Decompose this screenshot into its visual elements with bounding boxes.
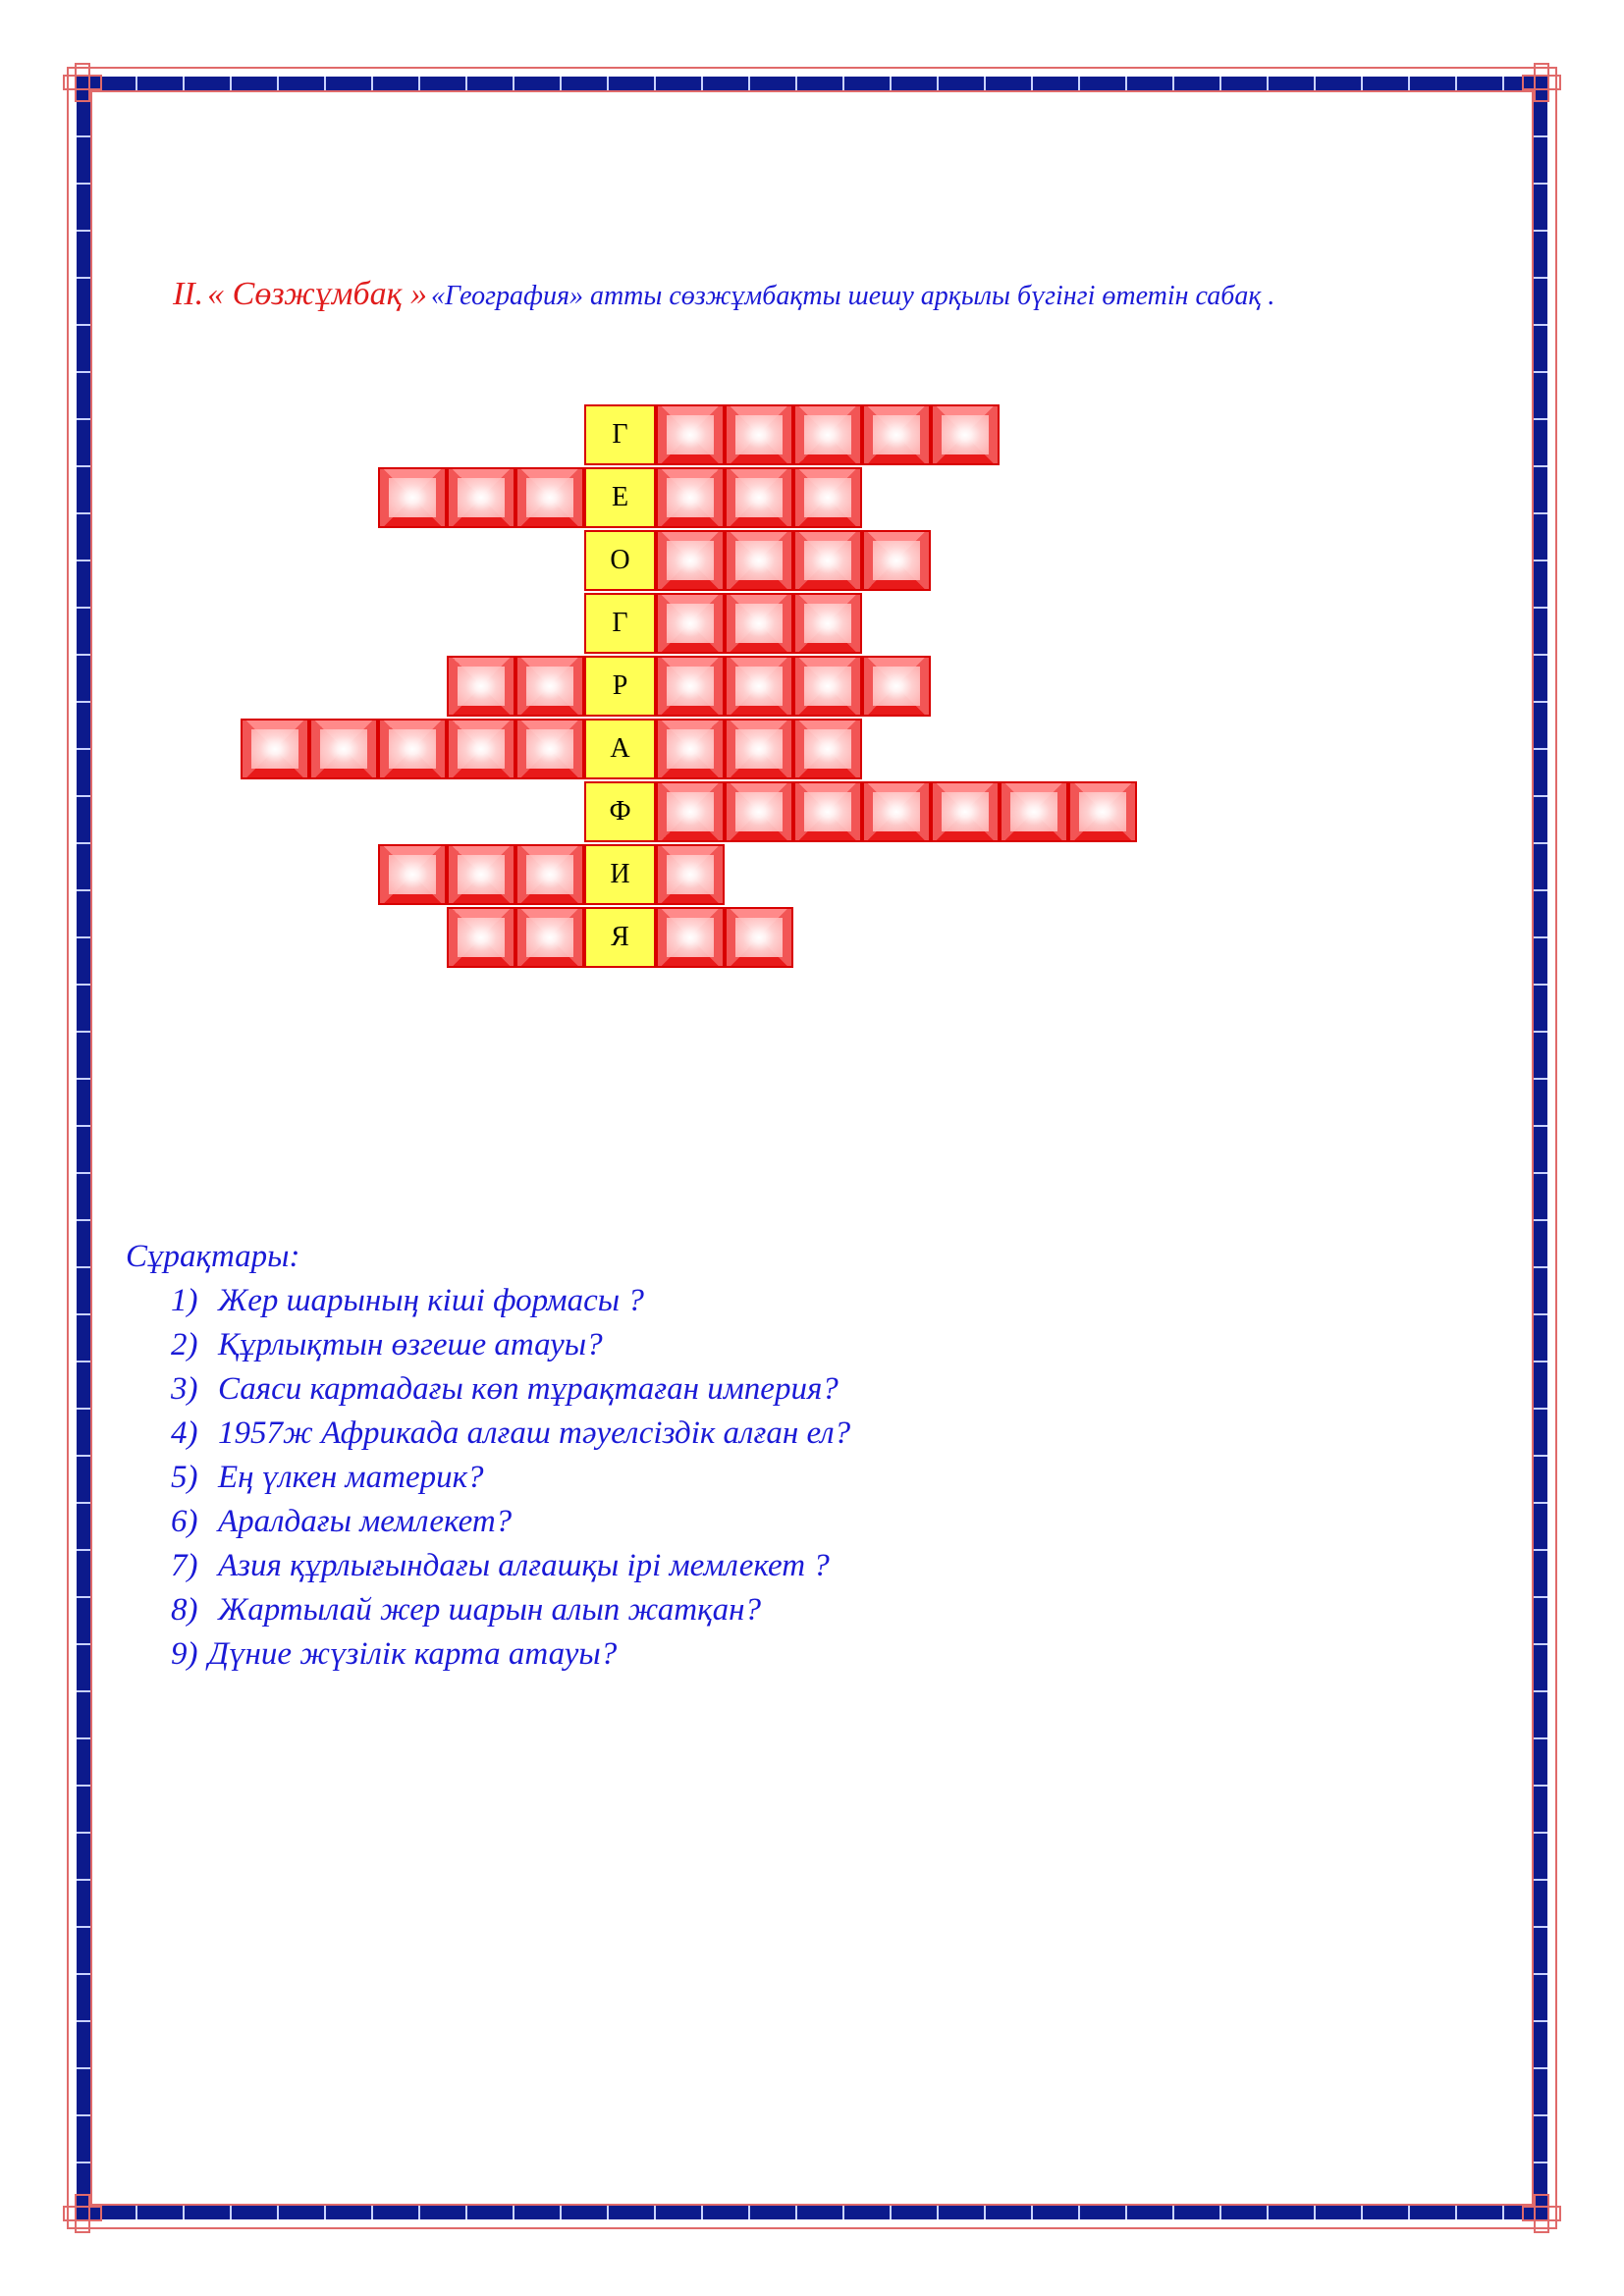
crossword-cell <box>862 404 931 465</box>
crossword-cell <box>515 719 584 779</box>
crossword-cell <box>447 719 515 779</box>
crossword-key-letter: Я <box>584 907 656 968</box>
question-text: Жартылай жер шарын алып жатқан? <box>218 1592 761 1628</box>
crossword-cell <box>656 844 725 905</box>
heading-title: « Сөзжұмбақ » <box>207 276 427 312</box>
crossword-cell <box>725 719 793 779</box>
question-item <box>171 1412 850 1456</box>
crossword-key-letter: А <box>584 719 656 779</box>
corner-ornament-bottom-right <box>1522 2194 1561 2233</box>
question-item <box>171 1500 850 1544</box>
question-item <box>171 1588 850 1632</box>
question-text: Саяси картадағы көп тұрақтаған империя? <box>218 1371 839 1407</box>
crossword-cell <box>656 907 725 968</box>
crossword-key-letter: Р <box>584 656 656 717</box>
corner-ornament-bottom-left <box>63 2194 102 2233</box>
question-item <box>171 1632 850 1677</box>
crossword-cell <box>378 719 447 779</box>
question-item <box>171 1456 850 1500</box>
crossword-cell <box>725 656 793 717</box>
question-text: Ең үлкен материк? <box>218 1460 484 1495</box>
crossword-key-letter: Г <box>584 593 656 654</box>
crossword-cell <box>656 530 725 591</box>
crossword-cell <box>931 781 1000 842</box>
questions-title: Сұрақтары: <box>126 1239 300 1274</box>
question-text: 1957ж Африкада алғаш тәуелсіздік алған ел? <box>218 1415 851 1451</box>
crossword-cell <box>862 530 931 591</box>
crossword-cell <box>447 467 515 528</box>
question-number: 8) <box>171 1592 198 1628</box>
crossword-cell <box>1000 781 1068 842</box>
question-text: Құрлықтын өзгеше атауы? <box>218 1327 603 1362</box>
question-item <box>171 1279 850 1323</box>
question-number: 2) <box>171 1327 198 1362</box>
crossword-cell <box>793 656 862 717</box>
crossword-cell <box>515 844 584 905</box>
crossword-cell <box>656 467 725 528</box>
crossword-cell <box>656 593 725 654</box>
crossword-key-letter: Г <box>584 404 656 465</box>
crossword-cell <box>793 530 862 591</box>
question-text: Аралдағы мемлекет? <box>218 1504 513 1539</box>
crossword-cell <box>447 844 515 905</box>
crossword-cell <box>447 656 515 717</box>
question-number: 5) <box>171 1460 198 1495</box>
question-item <box>171 1544 850 1588</box>
crossword-cell <box>378 844 447 905</box>
crossword-cell <box>725 781 793 842</box>
crossword-cell <box>656 781 725 842</box>
question-item <box>171 1367 850 1412</box>
question-number: 1) <box>171 1283 198 1318</box>
question-number: 4) <box>171 1415 198 1451</box>
crossword-cell <box>725 467 793 528</box>
crossword-cell <box>862 656 931 717</box>
crossword-cell <box>793 467 862 528</box>
crossword-cell <box>515 656 584 717</box>
question-number: 7) <box>171 1548 198 1583</box>
crossword-cell <box>656 656 725 717</box>
crossword-cell <box>725 404 793 465</box>
crossword-cell <box>725 907 793 968</box>
crossword-cell <box>725 593 793 654</box>
border-ticks-bottom <box>90 2206 1534 2219</box>
crossword-key-letter: Е <box>584 467 656 528</box>
crossword-cell <box>515 907 584 968</box>
crossword-key-letter: О <box>584 530 656 591</box>
question-number: 3) <box>171 1371 198 1407</box>
heading-number: II. <box>173 276 204 312</box>
crossword-cell <box>378 467 447 528</box>
question-text: Азия құрлығындағы алғашқы ірі мемлекет ? <box>218 1548 830 1583</box>
crossword-grid <box>0 0 1624 982</box>
crossword-key-letter: И <box>584 844 656 905</box>
crossword-cell <box>725 530 793 591</box>
question-text: Дүние жүзілік карта атауы? <box>208 1636 618 1672</box>
crossword-cell <box>515 467 584 528</box>
crossword-cell <box>241 719 309 779</box>
heading-description: «География» атты сөзжұмбақты шешу арқылы бүгінгі өтетін сабақ . <box>430 281 1275 311</box>
crossword-key-letter: Ф <box>584 781 656 842</box>
crossword-cell <box>793 719 862 779</box>
questions-section <box>126 1239 850 1677</box>
crossword-cell <box>793 593 862 654</box>
crossword-cell <box>309 719 378 779</box>
crossword-cell <box>656 719 725 779</box>
crossword-cell <box>1068 781 1137 842</box>
question-number: 6) <box>171 1504 198 1539</box>
crossword-cell <box>793 404 862 465</box>
crossword-cell <box>931 404 1000 465</box>
question-text: Жер шарының кіші формасы ? <box>218 1283 644 1318</box>
crossword-cell <box>447 907 515 968</box>
crossword-cell <box>793 781 862 842</box>
question-item <box>171 1323 850 1367</box>
question-number: 9) <box>171 1636 198 1672</box>
questions-list <box>126 1279 850 1677</box>
crossword-cell <box>862 781 931 842</box>
crossword-cell <box>656 404 725 465</box>
